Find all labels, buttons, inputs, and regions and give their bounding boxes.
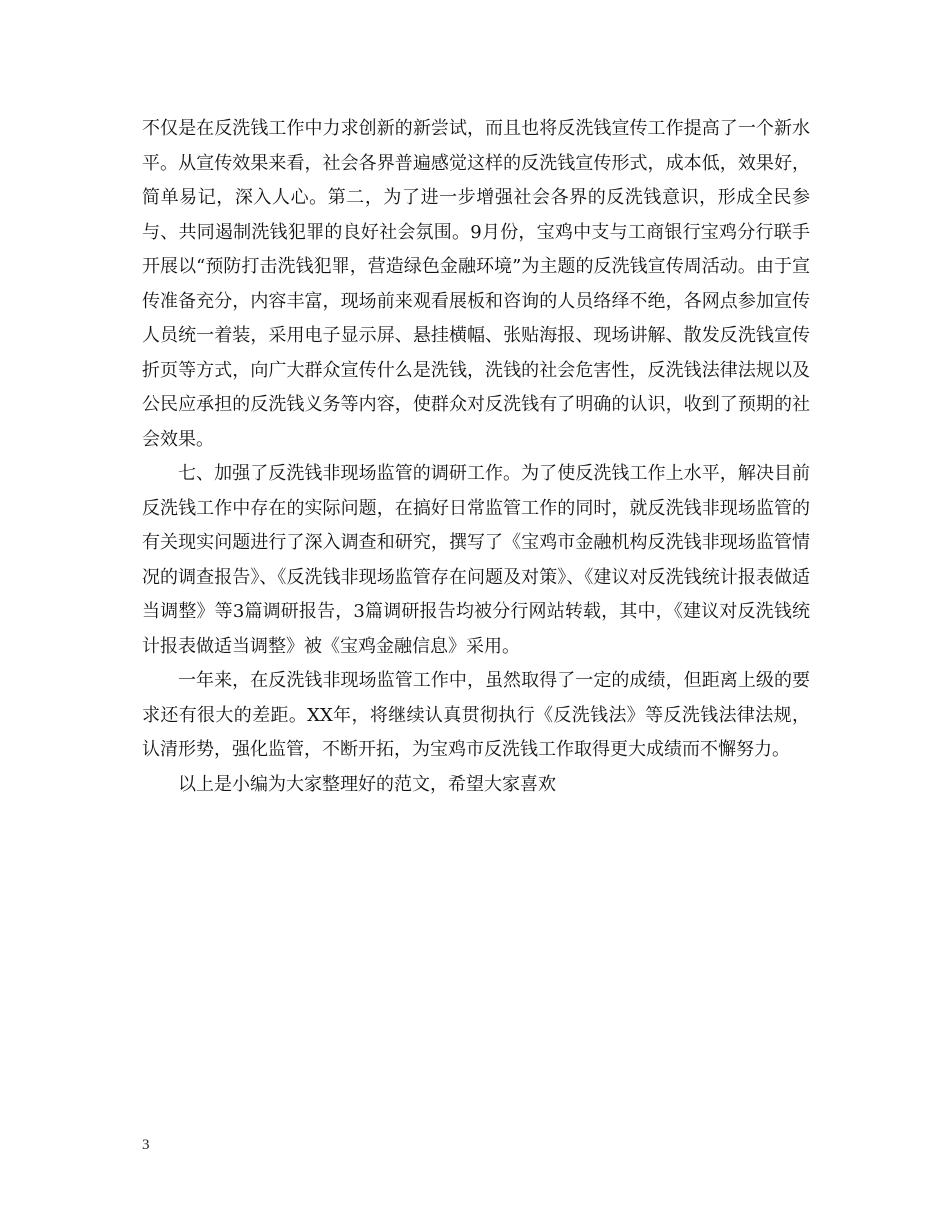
page-number: 3 bbox=[142, 1137, 150, 1153]
paragraph-continuation: 不仅是在反洗钱工作中力求创新的新尝试，而且也将反洗钱宣传工作提高了一个新水平。从宣传效果来看，社会各界普遍感觉这样的反洗钱宣传形式，成本低，效果好，简单易记，深入人心。第二，为了进一步增强社会各界的反洗钱意识，形成全民参与、共同遏制洗钱犯罪的良好社会氛围。9月份，宝鸡中支与工商银行宝鸡分行联手开展以“预防打击洗钱犯罪，营造绿色金融环境”为主题的反洗钱宣传周活动。由于宣传准备充分，内容丰富，现场前来观看展板和咨询的人员络绎不绝，各网点参加宣传人员统一着装，采用电子显示屏、悬挂横幅、张贴海报、现场讲解、散发反洗钱宣传折页等方式，向广大群众宣传什么是洗钱，洗钱的社会危害性，反洗钱法律法规以及公民应承担的反洗钱义务等内容，使群众对反洗钱有了明确的认识，收到了预期的社会效果。 bbox=[142, 118, 810, 450]
paragraph-year-summary: 一年来，在反洗钱非现场监管工作中，虽然取得了一定的成绩，但距离上级的要求还有很大的差距。XX年，将继续认真贯彻执行《反洗钱法》等反洗钱法律法规，认清形势，强化监管，不断开拓，为宝鸡市反洗钱工作取得更大成绩而不懈努力。 bbox=[142, 670, 810, 760]
paragraph-section-seven: 七、加强了反洗钱非现场监管的调研工作。为了使反洗钱工作上水平，解决目前反洗钱工作中存在的实际问题，在搞好日常监管工作的同时，就反洗钱非现场监管的有关现实问题进行了深入调查和研究，撰写了《宝鸡市金融机构反洗钱非现场监管情况的调查报告》、《反洗钱非现场监管存在问题及对策》、《建议对反洗钱统计报表做适当调整》等3篇调研报告，3篇调研报告均被分行网站转载，其中，《建议对反洗钱统计报表做适当调整》被《宝鸡金融信息》采用。 bbox=[142, 463, 810, 657]
paragraph-closing-note: 以上是小编为大家整理好的范文，希望大家喜欢 bbox=[178, 773, 556, 795]
document-body bbox=[142, 112, 810, 802]
